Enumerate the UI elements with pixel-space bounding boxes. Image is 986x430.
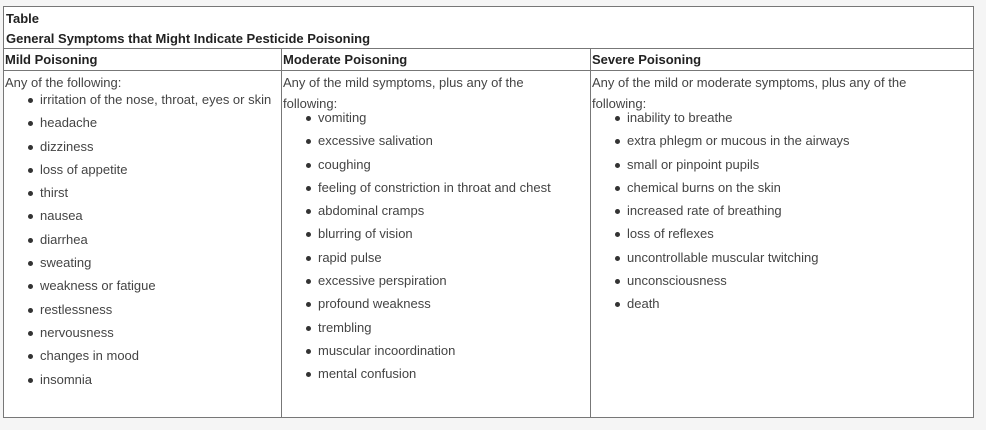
moderate-poisoning-cell <box>282 71 590 417</box>
list-item: death <box>591 297 973 311</box>
list-item: increased rate of breathing <box>591 204 973 218</box>
list-item: thirst <box>4 186 281 200</box>
list-item: rapid pulse <box>282 251 590 265</box>
list-item: vomiting <box>282 111 590 125</box>
list-item: changes in mood <box>4 349 281 363</box>
list-item: nausea <box>4 209 281 223</box>
column-heading-severe: Severe Poisoning <box>592 52 702 67</box>
list-item: blurring of vision <box>282 227 590 241</box>
list-item: mental confusion <box>282 367 590 381</box>
mild-symptom-list <box>4 93 281 387</box>
list-item: loss of appetite <box>4 163 281 177</box>
list-item: insomnia <box>4 373 281 387</box>
list-item: feeling of constriction in throat and chest <box>282 181 590 195</box>
table-title: General Symptoms that Might Indicate Pesticide Poisoning <box>6 31 371 46</box>
mild-poisoning-cell <box>4 71 281 417</box>
column-heading-moderate: Moderate Poisoning <box>283 52 408 67</box>
list-item: inability to breathe <box>591 111 973 125</box>
severe-symptom-list <box>591 111 973 311</box>
list-item: unconsciousness <box>591 274 973 288</box>
moderate-symptom-list <box>282 111 590 381</box>
list-item: excessive salivation <box>282 134 590 148</box>
table-caption <box>4 7 973 49</box>
list-item: loss of reflexes <box>591 227 973 241</box>
list-item: trembling <box>282 321 590 335</box>
list-item: dizziness <box>4 140 281 154</box>
list-item: abdominal cramps <box>282 204 590 218</box>
list-item: excessive perspiration <box>282 274 590 288</box>
list-item: extra phlegm or mucous in the airways <box>591 134 973 148</box>
severe-poisoning-cell <box>591 71 973 417</box>
list-item: restlessness <box>4 303 281 317</box>
list-item: sweating <box>4 256 281 270</box>
symptoms-table <box>3 6 974 418</box>
list-item: small or pinpoint pupils <box>591 158 973 172</box>
mild-intro: Any of the following: <box>5 75 122 90</box>
list-item: headache <box>4 116 281 130</box>
list-item: coughing <box>282 158 590 172</box>
list-item: chemical burns on the skin <box>591 181 973 195</box>
column-heading-mild: Mild Poisoning <box>5 52 98 67</box>
list-item: uncontrollable muscular twitching <box>591 251 973 265</box>
table-header-row <box>4 49 973 71</box>
table-label: Table <box>6 11 39 26</box>
severe-intro: Any of the mild or moderate symptoms, plus any of the following: <box>592 75 907 111</box>
list-item: nervousness <box>4 326 281 340</box>
list-item: weakness or fatigue <box>4 279 281 293</box>
moderate-intro: Any of the mild symptoms, plus any of the following: <box>283 75 524 111</box>
list-item: diarrhea <box>4 233 281 247</box>
list-item: muscular incoordination <box>282 344 590 358</box>
list-item: profound weakness <box>282 297 590 311</box>
list-item: irritation of the nose, throat, eyes or skin <box>4 93 281 107</box>
